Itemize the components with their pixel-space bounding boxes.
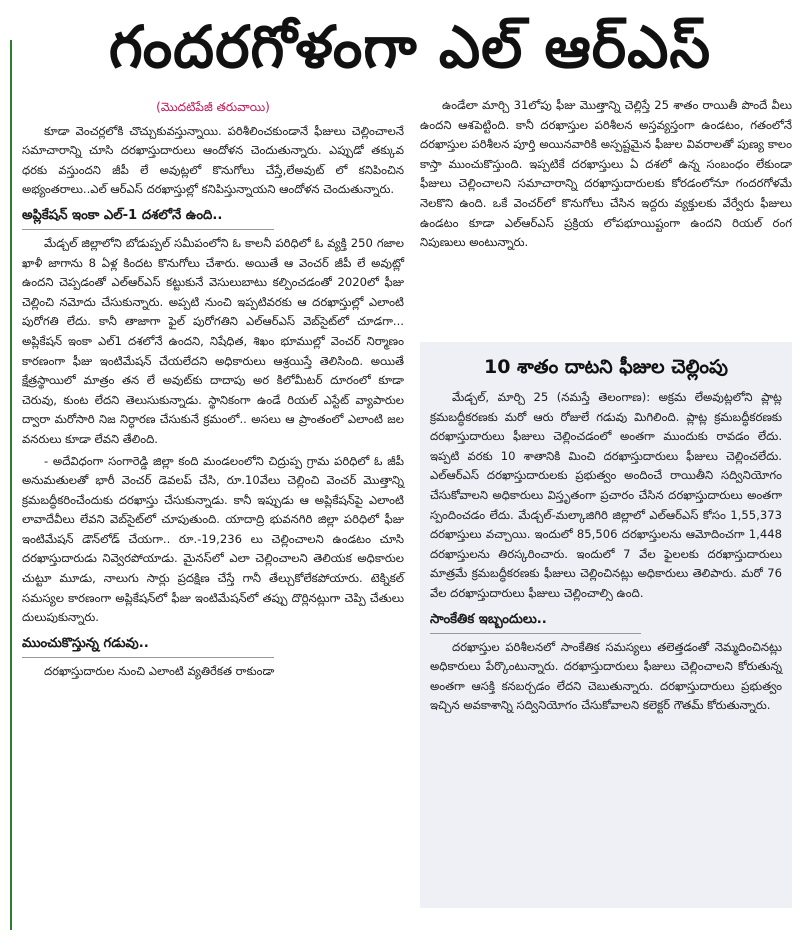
right-column [420,96,792,253]
box-paragraph-2: దరఖాస్తుల పరిశీలనలో సాంకేతిక సమస్యలు తలెత్తడంతో నెమ్మదించినట్లు అధికారులు పేర్కొంటున్నారు. దరఖాస్తుదారులు ఫీజులు చెల్లించాలని కోరుతున్న అంతగా ఆసక్తి కనబర్చడం లేదని చెబుతున్నారు. దరఖాస్తుదారులు ప్రభుత్వం ఇచ్చిన అవకాశాన్ని సద్వినియోగం చేసుకోవాలని కలెక్టర్ గౌతమ్ కోరుతున్నారు. [430,639,782,713]
sidebar-story-box [420,342,792,908]
continuation-label: (మొదటిపేజీ తరువాయి) [156,100,270,114]
box-body [420,388,792,716]
left-paragraph-4: దరఖాస్తుదారుల నుంచి ఎలాంటి వ్యతిరేకత రాకుండా [44,663,275,678]
box-title: 10 శాతం దాటని ఫీజుల చెల్లింపు [483,356,729,378]
left-paragraph-3: - అదేవిధంగా సంగారెడ్డి జిల్లా కంది మండలంలోని చిద్రుప్ప గ్రామ పరిధిలో ఓ జీపీ అనుమతులతో భారీ వెంచర్ డెవలప్ చేసి, రూ.10వేలు చెల్లించి వెంచర్ మొత్తాన్ని క్రమబద్ధీకరించేందుకు దరఖాస్తు చేసుకున్నాడు. కానీ ఇప్పుడు ఆ అప్లికేషన్‌పై ఎలాంటి లావాదేవీలు లేవని వెబ్‌సైట్‌లో చూపుతుంది. యాదాద్రి భువనగిరి జిల్లా పరిధిలో ఫీజు ఇంటిమేషన్ డౌన్‌లోడ్ చేయగా.. రూ.-19,236 లు చెల్లించాలని ఉండటం చూసి దరఖాస్తుదారుడు నివ్వెరపోయాడు. మైనస్‌లో ఎలా చెల్లించాలని తెలియక అధికారుల చుట్టూ మూడు, నాలుగు సార్లు ప్రదక్షిణ చేస్తే గానీ తేల్చుకోలేకపోయారు. టెక్నికల్ సమస్యల కారణంగా అప్లికేషన్‌లో ఫీజు ఇంటిమేషన్‌లో తప్పు దొర్లినట్లుగా చెప్పి చేతులు దులుపుకున్నారు. [22,453,404,625]
box-paragraph-1: మేడ్చల్, మార్చి 25 (నమస్తే తెలంగాణ): అక్రమ లేఅవుట్లలోని ప్లాట్ల క్రమబద్ధీకరణకు మరో ఆరు రోజులే గడువు మిగిలింది. ప్లాట్ల క్రమబద్ధీకరణకు దరఖాస్తుదారులు ఫీజులు చెల్లించడంలో అంతగా ముందుకు రావడం లేదు. ఇప్పటి వరకు 10 శాతానికి మించి దరఖాస్తుదారులు ఫీజులు చెల్లించలేదు. ఎల్ఆర్ఎస్ దరఖాస్తుదారులకు ప్రభుత్వం అందించే రాయితీని సద్వినియోగం చేసుకోవాలని అధికారులు విస్తృతంగా ప్రచారం చేసిన దరఖాస్తుదారులు అంతగా స్పందించడం లేదు. మేడ్చల్-మల్కాజిగిరి జిల్లాలో ఎల్ఆర్ఎస్ కోసం 1,55,373 దరఖాస్తులు వచ్చాయి. ఇందులో 85,506 దరఖాస్తులను ఆమోదించగా 1,448 దరఖాస్తులను తిరస్కరించారు. ఇందులో 7 వేల ఫైలలకు దరఖాస్తుదారులు మాత్రమే క్రమబద్ధీకరణకు ఫీజులు చెల్లించినట్లు అధికారులు తెలిపారు. మరో 76 వేల దరఖాస్తుదారులు ఫీజులు చెల్లించాల్సి ఉంది. [430,390,782,600]
right-paragraph-1: ఉండేలా మార్చి 31లోపు ఫీజు మొత్తాన్ని చెల్లిస్తే 25 శాతం రాయితీ పొందే వీలు ఉందని ఆశపెట్టింది. కానీ దరఖాస్తుల పరిశీలన అస్తవ్యస్తంగా ఉండటం, గతంలోనే దరఖాస్తుల పరిశీలన పూర్తి అయినవారికి అస్పష్టమైన ఫీజుల వివరాలతో పుణ్య కాలం కాస్తా ముంచుకొస్తుంది. ఇప్పటికే దరఖాస్తులు ఏ దశలో ఉన్న సంబంధం లేకుండా ఫీజులు చెల్లించాలని సమాచారాన్ని దరఖాస్తుదారులకు కోరడంలోనూ గందరగోళమే నెలకొని ఉంది. ఒకే వెంచర్‌లో కొనుగోలు చేసిన ఇద్దరు వ్యక్తులకు వేర్వేరు ఫీజులు ఉండటం కూడా ఎల్ఆర్ఎస్ ప్రక్రియ లోపభూయిష్టంగా ఉందని రియల్ రంగ నిపుణులు అంటున్నారు. [420,98,792,250]
box-subheading: సాంకేతిక ఇబ్బందులు.. [430,610,641,634]
left-column [22,92,404,681]
left-subheading-1: అప్లికేషన్ ఇంకా ఎల్-1 దశలోనే ఉంది.. [22,206,274,230]
headline: గందరగోళంగా ఎల్ ఆర్ఎస్ [108,13,712,81]
left-paragraph-2: మేడ్చల్ జిల్లాలోని బోడుప్పల్ సమీపంలోని ఓ కాలనీ పరిధిలో ఓ వ్యక్తి 250 గజాల ఖాళీ జాగాను 8 ఏళ్ల కిందట కొనుగోలు చేశారు. అయితే ఆ వెంచర్ జీపీ లే అవుట్లో ఉందని చెప్పడంతో ఎల్ఆర్ఎస్ కట్టుకునే వెసులుబాటు కల్పించడంతో 2020లో ఫీజు చెల్లించి నమోదు చేసుకున్నారు. అప్పటి నుంచి ఇప్పటివరకు ఆ దరఖాస్తుల్లో ఎలాంటి పురోగతి లేదు. కానీ తాజాగా ఫైల్ పురోగతిని ఎల్ఆర్ఎస్ వెబ్‌సైట్‌లో చూడగా... అప్లికేషన్ ఇంకా ఎల్1 దశలోనే ఉందని, నిషేధిత, శిఖం భూముల్లో వెంచర్ నిర్మాణం కారణంగా ఫీజు ఇంటిమేషన్ చేయలేదని అధికారులు ఆశ్రయిస్తే తెలిసింది. అయితే క్షేత్రస్థాయిలో మాత్రం తన లే అవుట్‌కు దాదాపు అర కిలోమీటర్ దూరంలో కూడా చెరువు, కుంట లేదని తెలుసుకున్నాడు. స్థానికంగా ఉండే రియల్ ఎస్టేట్ వ్యాపారుల ద్వారా మరోసారి నిజ నిర్ధారణ చేసుకునే క్రమంలో.. అసలు ఆ ప్రాంతంలో ఎలాంటి జల వనరులు కూడా లేవని తేలింది. [22,235,404,446]
left-paragraph-1: కూడా వెంచర్లలోకి చొచ్చుకువస్తున్నాయి. పరిశీలించకుండానే ఫీజులు చెల్లించాలనే సమాచారాన్ని చూసి దరఖాస్తుదారులు ఆందోళన చెందుతున్నారు. ఎప్పుడో తక్కువ ధరకు వస్తుందని జీపీ లే అవుట్లలో కొనుగోలు చేస్తే,లేఅవుట్ లో కనిపించిన అభ్యంతరాలు..ఎల్ ఆర్ఎస్ దరఖాస్తుల్లో కనిపిస్తున్నాయని ఆందోళన చెందుతున్నారు. [22,123,404,197]
left-subheading-2: ముంచుకొస్తున్న గడువు.. [22,634,274,658]
page-frame-line [10,40,12,930]
